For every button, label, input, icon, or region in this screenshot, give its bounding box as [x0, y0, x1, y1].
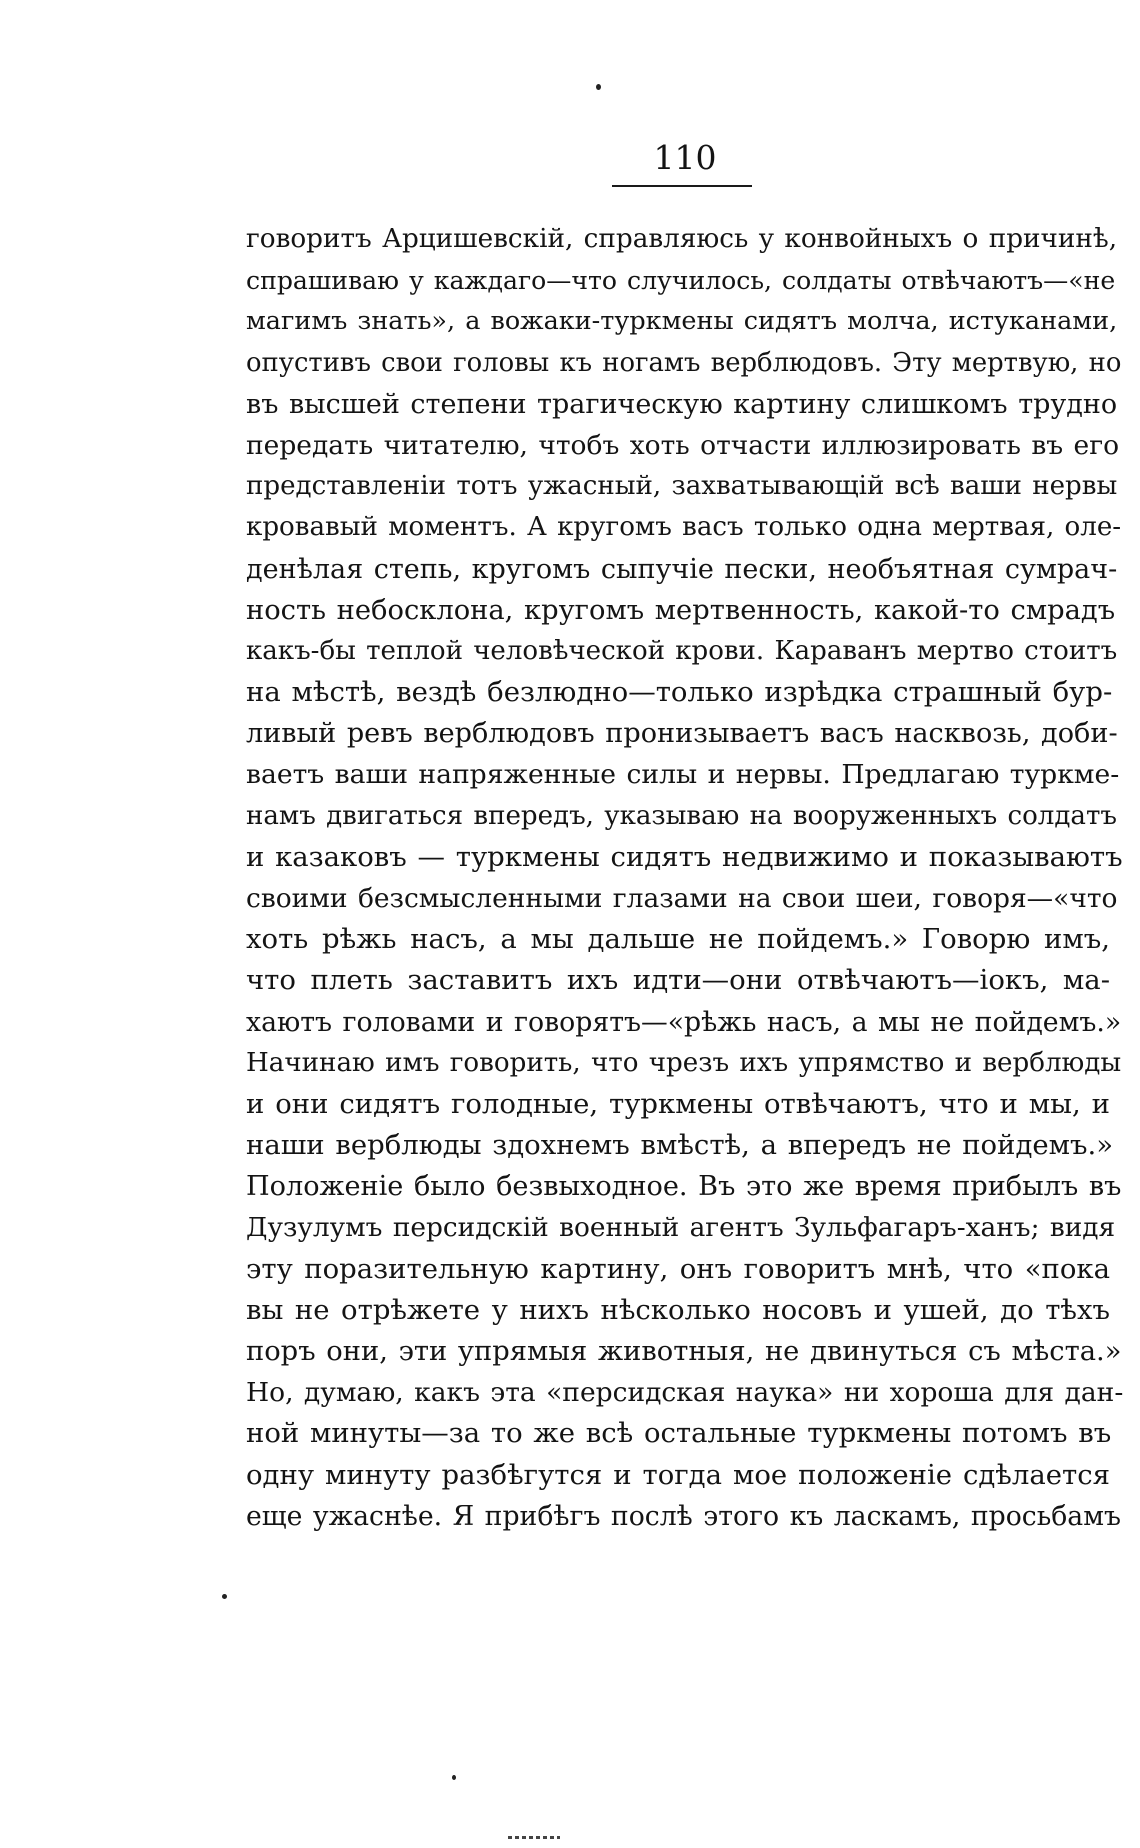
page-number: 110	[653, 138, 717, 177]
text-line: спрашиваю у каждаго—что случилось, солдаты отвѣчаютъ—«не	[246, 266, 1116, 296]
text-line: представленiи тотъ ужасный, захватывающiй всѣ ваши нервы	[246, 471, 1118, 502]
text-line: поръ они, эти упрямыя животныя, не двинуться съ мѣста.»	[246, 1336, 1122, 1368]
text-line: еще ужаснѣе. Я прибѣгъ послѣ этого къ ласкамъ, просьбамъ	[246, 1500, 1121, 1532]
text-line: наши верблюды здохнемъ вмѣстѣ, а впередъ не пойдемъ.»	[246, 1129, 1114, 1162]
text-line: ность небосклона, кругомъ мертвенность, какой-то смрадъ	[246, 594, 1116, 626]
text-line: ливый ревъ верблюдовъ пронизываетъ васъ насквозь, доби-	[246, 718, 1118, 750]
text-line: ваетъ ваши напряженные силы и нервы. Предлагаю туркме-	[246, 759, 1120, 791]
text-line: магимъ знать», а вожаки-туркмены сидятъ молча, истуканами,	[246, 306, 1118, 337]
text-line: Положенiе было безвыходное. Въ это же время прибылъ въ	[246, 1171, 1122, 1203]
text-line: что плеть заставитъ ихъ идти—они отвѣчаютъ—iокъ, ма-	[246, 964, 1110, 997]
text-line: денѣлая степь, кругомъ сыпучiе пески, необъятная сумрач-	[246, 553, 1118, 585]
text-line: говоритъ Арцишевскiй, справляюсь у конвойныхъ о причинѣ,	[246, 224, 1118, 254]
text-line: вы не отрѣжете у нихъ нѣсколько носовъ и ушей, до тѣхъ	[246, 1293, 1110, 1326]
text-line: одну минуту разбѣгутся и тогда мое положенiе сдѣлается	[246, 1458, 1110, 1491]
text-line: Начинаю имъ говорить, что чрезъ ихъ упрямство и верблюды	[246, 1047, 1122, 1078]
text-line: намъ двигаться впередъ, указываю на вооруженныхъ солдатъ	[246, 800, 1117, 831]
printing-speck	[452, 1775, 456, 1780]
text-line: передать читателю, чтобъ хоть отчасти иллюзировать въ его	[246, 429, 1120, 461]
text-line: опустивъ свои головы къ ногамъ верблюдовъ. Эту мертвую, но	[246, 347, 1122, 378]
body-text	[246, 219, 1124, 1537]
text-line: въ высшей степени трагическую картину слишкомъ трудно	[246, 388, 1118, 420]
text-line: ной минуты—за то же всѣ остальные туркмены потомъ въ	[246, 1417, 1112, 1450]
text-line: Дузулумъ персидскiй военный агентъ Зульфагаръ-ханъ; видя	[246, 1212, 1116, 1243]
text-line: Но, думаю, какъ эта «персидская наука» ни хороша для дан-	[246, 1377, 1124, 1409]
text-line: эту поразительную картину, онъ говоритъ мнѣ, что «пока	[246, 1252, 1110, 1285]
text-line: хаютъ головами и говорятъ—«рѣжь насъ, а мы не пойдемъ.»	[246, 1006, 1122, 1038]
text-line: на мѣстѣ, вездѣ безлюдно—только изрѣдка страшный бур-	[246, 676, 1113, 709]
printing-speck	[222, 1594, 227, 1599]
printing-speck	[596, 84, 601, 90]
header-rule	[612, 185, 752, 187]
text-line: кровавый моментъ. А кругомъ васъ только одна мертвая, оле-	[246, 512, 1122, 543]
text-line: и они сидятъ голодные, туркмены отвѣчаютъ, что и мы, и	[246, 1087, 1110, 1120]
printing-mark	[508, 1836, 560, 1839]
text-line: хоть рѣжь насъ, а мы дальше не пойдемъ.» Говорю имъ,	[246, 923, 1110, 956]
text-line: и казаковъ — туркмены сидятъ недвижимо и показываютъ	[246, 840, 1123, 873]
text-line: какъ-бы теплой человѣческой крови. Караванъ мертво стоитъ	[246, 635, 1118, 666]
text-line: своими безсмысленными глазами на свои шеи, говоря—«что	[246, 883, 1118, 914]
